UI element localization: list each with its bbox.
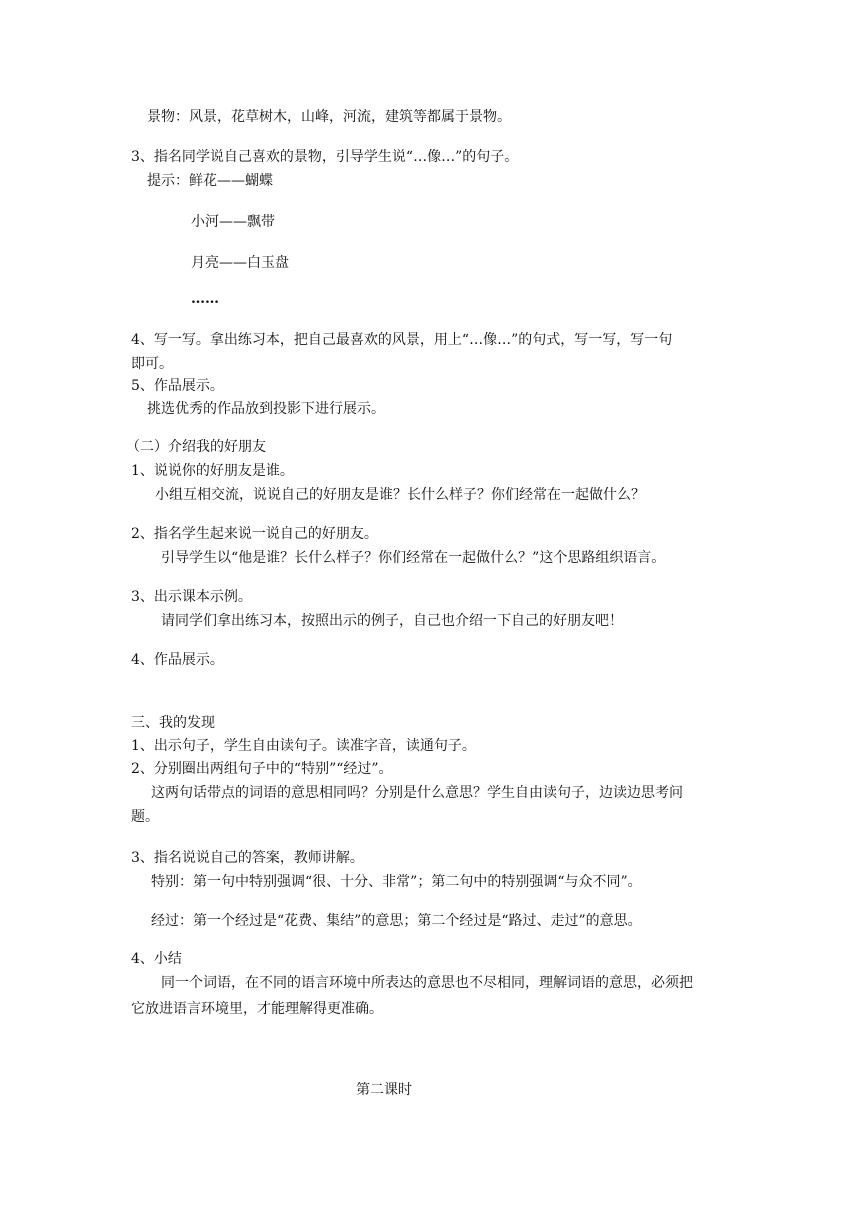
part3-step3: 3、指名说说自己的答案，教师讲解。 — [131, 850, 364, 866]
part2-step3-title: 3、出示课本示例。 — [131, 589, 252, 605]
part2-step2-title: 2、指名学生起来说一说自己的好朋友。 — [131, 526, 378, 542]
step4-line1: 4、写一写。拿出练习本，把自己最喜欢的风景，用上“…像…”的句式，写一写，写一句 — [131, 332, 673, 348]
part2-step4-title: 4、作品展示。 — [131, 652, 224, 668]
step3-example-moon: 月亮——白玉盘 — [191, 255, 289, 271]
part3-step3-tebie: 特别：第一句中特别强调“很、十分、非常”；第二句中的特别强调“与众不同”。 — [151, 874, 642, 890]
step3-example-river: 小河——飘带 — [191, 214, 275, 230]
part2-step3-body: 请同学们拿出练习本，按照出示的例子，自己也介绍一下自己的好朋友吧！ — [161, 613, 623, 629]
part2-heading: （二）介绍我的好朋友 — [126, 439, 266, 455]
part3-summary-line2: 它放进语言环境里，才能理解得更准确。 — [131, 1001, 383, 1017]
part3-step2-body-line2: 题。 — [131, 809, 159, 825]
part3-step2: 2、分别圈出两组句子中的“特别”“经过”。 — [131, 761, 393, 777]
step3-title: 3、指名同学说自己喜欢的景物，引导学生说“…像…”的句子。 — [131, 149, 519, 165]
part3-heading: 三、我的发现 — [131, 715, 215, 731]
lesson-two-heading: 第二课时 — [356, 1082, 412, 1098]
scenery-definition: 景物：风景，花草树木，山峰，河流，建筑等都属于景物。 — [147, 109, 511, 125]
step5-title: 5、作品展示。 — [131, 378, 224, 394]
part3-step2-body-line1: 这两句话带点的词语的意思相同吗？分别是什么意思？学生自由读句子，边读边思考问 — [151, 785, 683, 801]
step5-body: 挑选优秀的作品放到投影下进行展示。 — [147, 401, 385, 417]
part2-step1-body: 小组互相交流，说说自己的好朋友是谁？长什么样子？你们经常在一起做什么？ — [155, 487, 645, 503]
part3-step3-jingguo: 经过：第一个经过是“花费、集结”的意思；第二个经过是“路过、走过”的意思。 — [151, 913, 642, 929]
step3-ellipsis: …… — [191, 291, 219, 307]
step4-line2: 即可。 — [131, 356, 173, 372]
part3-step1: 1、出示句子，学生自由读句子。读准字音，读通句子。 — [131, 738, 476, 754]
part2-step2-body: 引导学生以“他是谁？长什么样子？你们经常在一起做什么？”这个思路组织语言。 — [161, 550, 666, 566]
part3-step4-title: 4、小结 — [131, 951, 182, 967]
step3-hint: 提示：鲜花——蝴蝶 — [147, 173, 273, 189]
part3-summary-line1: 同一个词语，在不同的语言环境中所表达的意思也不尽相同，理解词语的意思，必须把 — [161, 975, 693, 991]
part2-step1-title: 1、说说你的好朋友是谁。 — [131, 463, 294, 479]
